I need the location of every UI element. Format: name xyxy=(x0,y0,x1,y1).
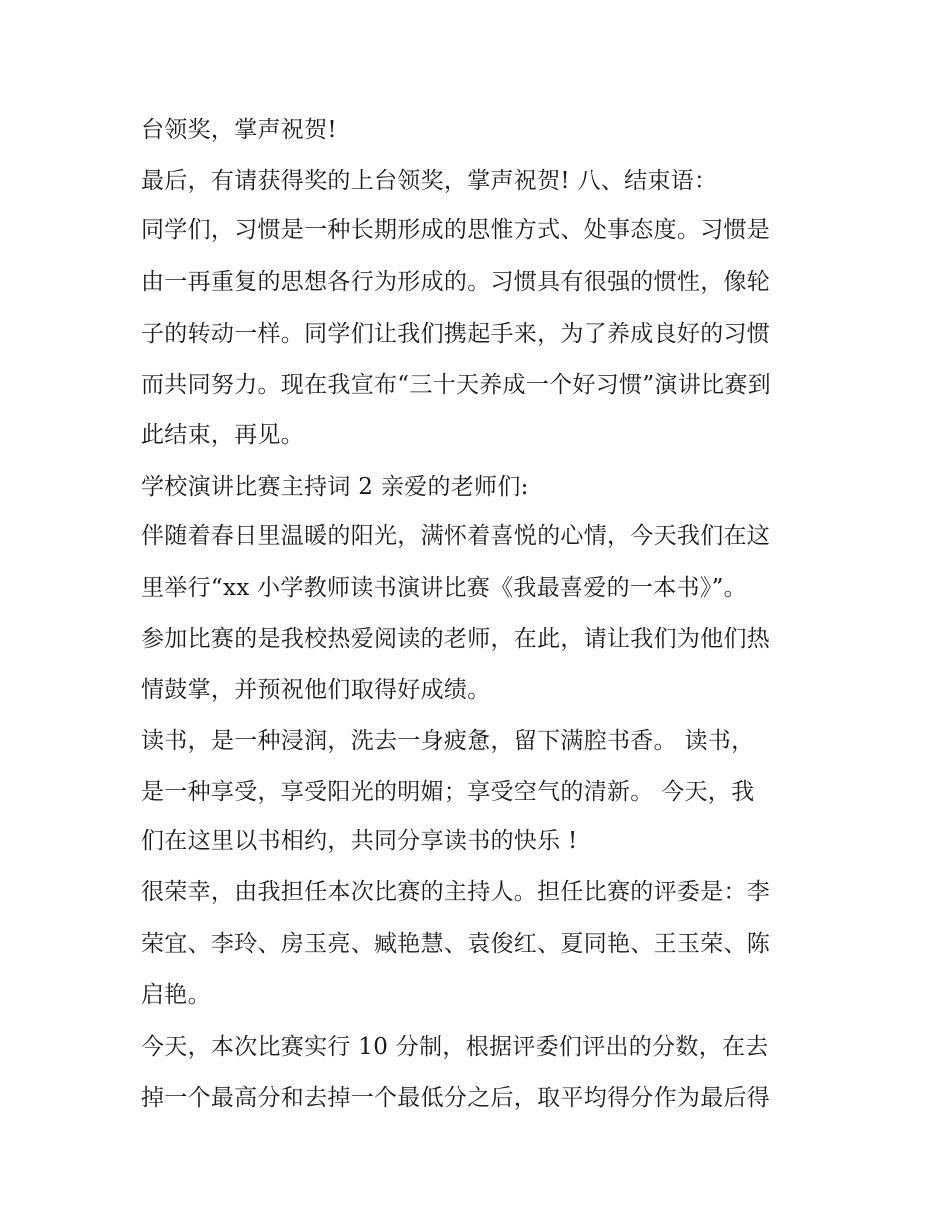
text-line: 里举行“xx 小学教师读书演讲比赛《我最喜爱的一本书》”。 xyxy=(141,575,747,601)
text-line: 而共同努力。现在我宣布“三十天养成一个好习惯”演讲比赛到 xyxy=(141,372,771,398)
text-line: 启艳。 xyxy=(141,982,211,1008)
text-line: 台领奖，掌声祝贺! xyxy=(141,117,337,143)
text-line: 是一种享受，享受阳光的明媚；享受空气的清新。 今天，我 xyxy=(141,779,755,805)
text-line: 读书，是一种浸润，洗去一身疲惫，留下满腔书香。 读书， xyxy=(141,728,755,754)
text-line: 荣宜、李玲、房玉亮、臧艳慧、袁俊红、夏同艳、王玉荣、陈 xyxy=(141,931,771,957)
text-line: 掉一个最高分和去掉一个最低分之后，取平均得分作为最后得 xyxy=(141,1085,771,1111)
text-line: 今天，本次比赛实行 10 分制，根据评委们评出的分数，在去 xyxy=(141,1034,769,1060)
text-line: 情鼓掌，并预祝他们取得好成绩。 xyxy=(141,677,491,703)
text-line: 学校演讲比赛主持词 2 亲爱的老师们: xyxy=(141,474,529,500)
text-line: 很荣幸，由我担任本次比赛的主持人。担任比赛的评委是：李 xyxy=(141,879,771,905)
text-line: 参加比赛的是我校热爱阅读的老师，在此，请让我们为他们热 xyxy=(141,626,771,652)
text-line: 同学们，习惯是一种长期形成的思惟方式、处事态度。习惯是 xyxy=(141,217,771,243)
text-line: 子的转动一样。同学们让我们携起手来，为了养成良好的习惯 xyxy=(141,321,771,347)
text-line: 伴随着春日里温暖的阳光，满怀着喜悦的心情，今天我们在这 xyxy=(141,523,771,549)
text-line: 由一再重复的思想各行为形成的。习惯具有很强的惯性，像轮 xyxy=(141,269,771,295)
text-line: 此结束，再见。 xyxy=(141,422,305,448)
text-line: 最后，有请获得奖的上台领奖，掌声祝贺! 八、结束语： xyxy=(141,168,718,194)
text-line: 们在这里以书相约，共同分享读书的快乐 ! xyxy=(141,828,578,854)
